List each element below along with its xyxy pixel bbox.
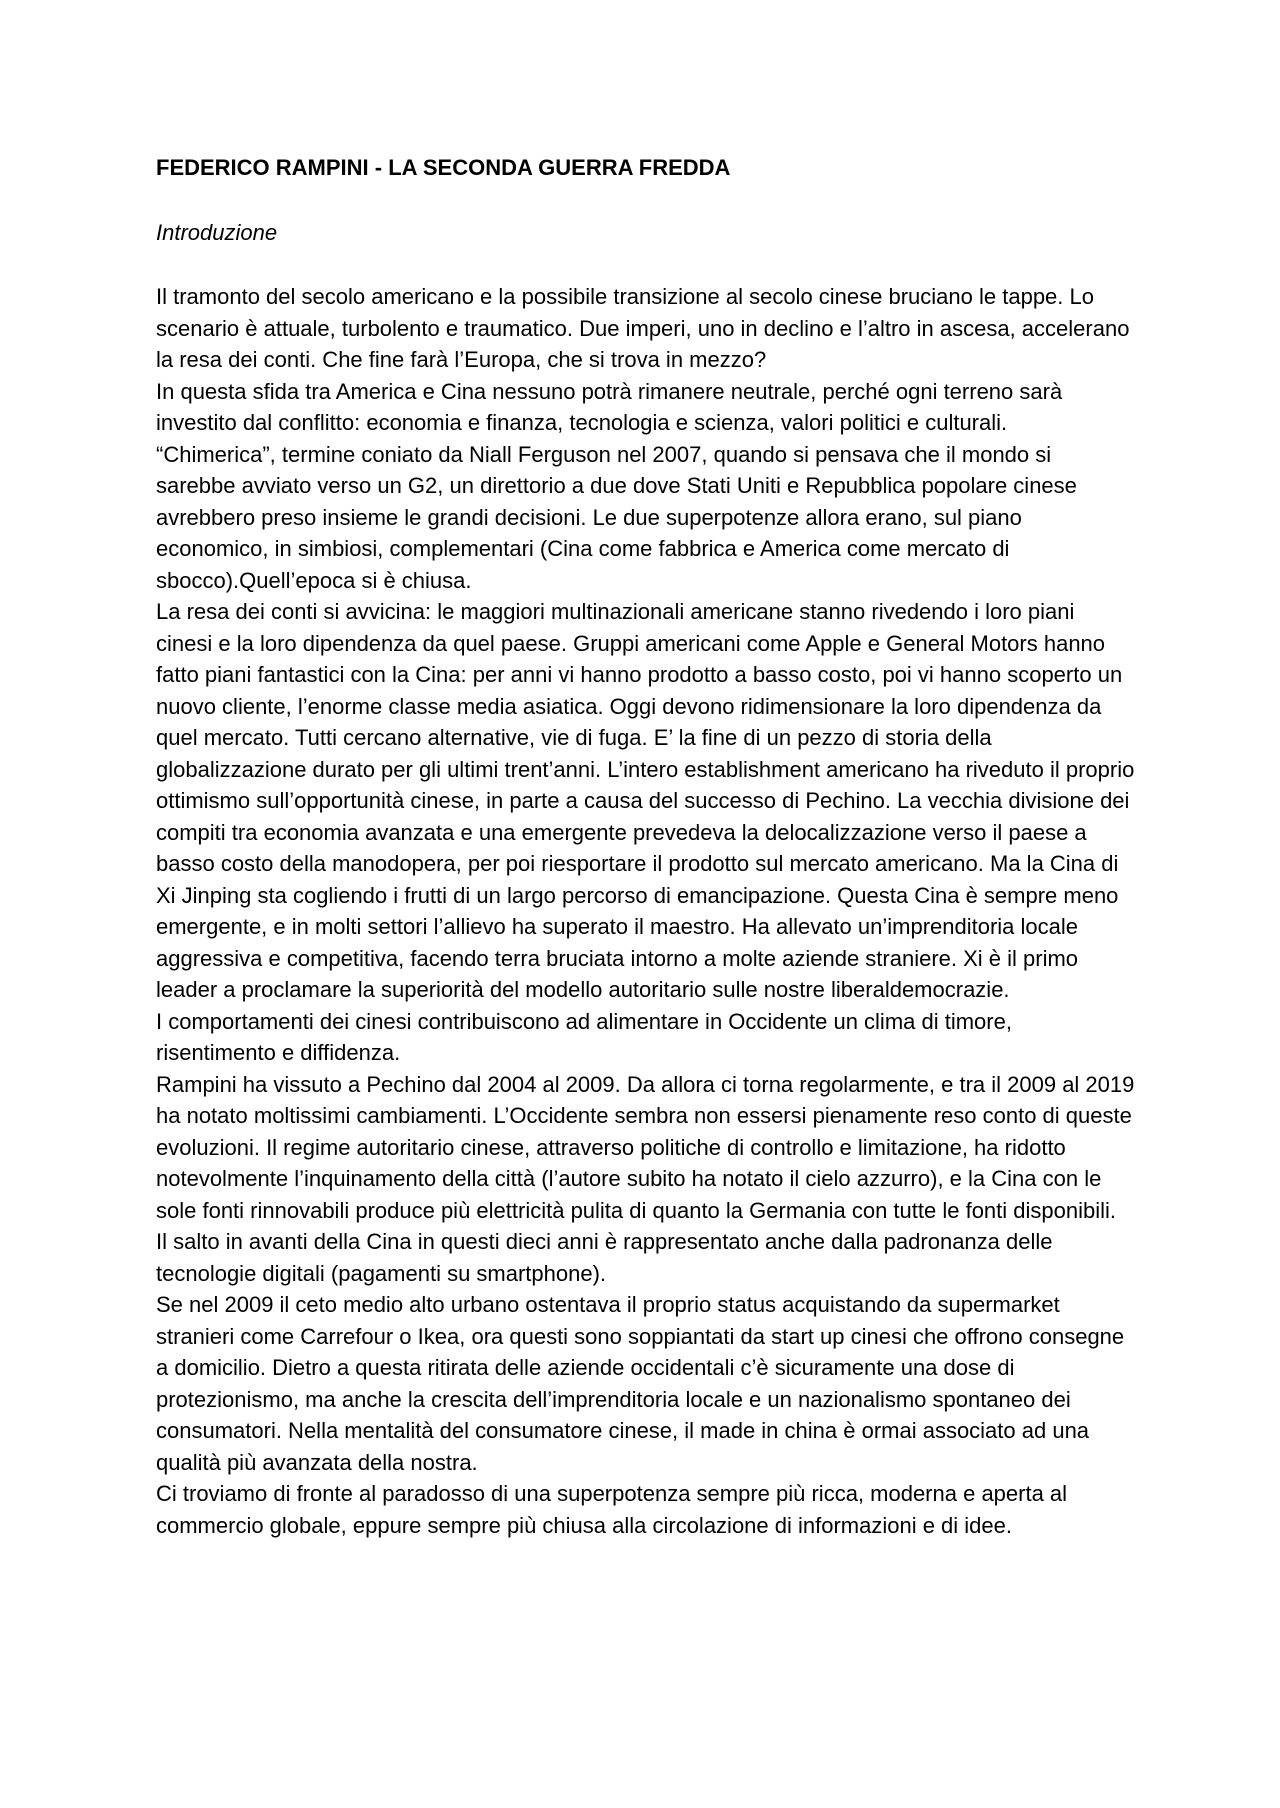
paragraph: Se nel 2009 il ceto medio alto urbano ostentava il proprio status acquistando da supermarket stranieri come Carrefour o Ikea, ora questi sono soppiantati da start up cinesi che offrono consegne a domicilio. Dietro a questa ritirata delle aziende occidentali c’è sicuramente una dose di protezionismo, ma anche la crescita dell’imprenditoria locale e un nazionalismo spontaneo dei consumatori. Nella mentalità del consumatore cinese, il made in china è ormai associato ad una qualità più avanzata della nostra. <box>156 1292 1125 1475</box>
paragraph: Ci troviamo di fronte al paradosso di una superpotenza sempre più ricca, moderna e aperta al commercio globale, eppure sempre più chiusa alla circolazione di informazioni e di idee. <box>156 1481 1068 1538</box>
document-title: FEDERICO RAMPINI - LA SECONDA GUERRA FREDDA <box>156 155 731 180</box>
section-heading: Introduzione <box>156 219 278 245</box>
paragraph: Il tramonto del secolo americano e la possibile transizione al secolo cinese bruciano le tappe. Lo scenario è attuale, turbolento e traumatico. Due imperi, uno in declino e l’altro in ascesa, accelerano la resa dei conti. Che fine farà l’Europa, che si trova in mezzo? <box>156 284 1130 372</box>
body-text <box>156 281 1136 1541</box>
document-content <box>156 152 1136 1541</box>
paragraph: Rampini ha vissuto a Pechino dal 2004 al 2009. Da allora ci torna regolarmente, e tra il 2009 al 2019 ha notato moltissimi cambiamenti. L’Occidente sembra non essersi pienamente reso conto di queste evoluzioni. Il regime autoritario cinese, attraverso politiche di controllo e limitazione, ha ridotto notevolmente l’inquinamento della città (l’autore subito ha notato il cielo azzurro), e la Cina con le sole fonti rinnovabili produce più elettricità pulita di quanto la Germania con tutte le fonti disponibili. <box>156 1071 1135 1223</box>
paragraph: In questa sfida tra America e Cina nessuno potrà rimanere neutrale, perché ogni terreno sarà investito dal conflitto: economia e finanza, tecnologia e scienza, valori politici e culturali. <box>156 378 1063 435</box>
paragraph: Il salto in avanti della Cina in questi dieci anni è rappresentato anche dalla padronanza delle tecnologie digitali (pagamenti su smartphone). <box>156 1229 1053 1286</box>
paragraph: “Chimerica”, termine coniato da Niall Ferguson nel 2007, quando si pensava che il mondo si sarebbe avviato verso un G2, un direttorio a due dove Stati Uniti e Repubblica popolare cinese avrebbero preso insieme le grandi decisioni. Le due superpotenze allora erano, sul piano economico, in simbiosi, complementari (Cina come fabbrica e America come mercato di sbocco).Quell’epoca si è chiusa. <box>156 441 1077 593</box>
paragraph: I comportamenti dei cinesi contribuiscono ad alimentare in Occidente un clima di timore, risentimento e diffidenza. <box>156 1008 1012 1065</box>
paragraph: La resa dei conti si avvicina: le maggiori multinazionali americane stanno rivedendo i loro piani cinesi e la loro dipendenza da quel paese. Gruppi americani come Apple e General Motors hanno fatto piani fantastici con la Cina: per anni vi hanno prodotto a basso costo, poi vi hanno scoperto un nuovo cliente, l’enorme classe media asiatica. Oggi devono ridimensionare la loro dipendenza da quel mercato. Tutti cercano alternative, vie di fuga. E’ la fine di un pezzo di storia della globalizzazione durato per gli ultimi trent’anni. L’intero establishment americano ha riveduto il proprio ottimismo sull’opportunità cinese, in parte a causa del successo di Pechino. La vecchia divisione dei compiti tra economia avanzata e una emergente prevedeva la delocalizzazione verso il paese a basso costo della manodopera, per poi riesportare il prodotto sul mercato americano. Ma la Cina di Xi Jinping sta cogliendo i frutti di un largo percorso di emancipazione. Questa Cina è sempre meno emergente, e in molti settori l’allievo ha superato il maestro. Ha allevato un’imprenditoria locale aggressiva e competitiva, facendo terra bruciata intorno a molte aziende straniere. Xi è il primo leader a proclamare la superiorità del modello autoritario sulle nostre liberaldemocrazie. <box>156 599 1135 1002</box>
